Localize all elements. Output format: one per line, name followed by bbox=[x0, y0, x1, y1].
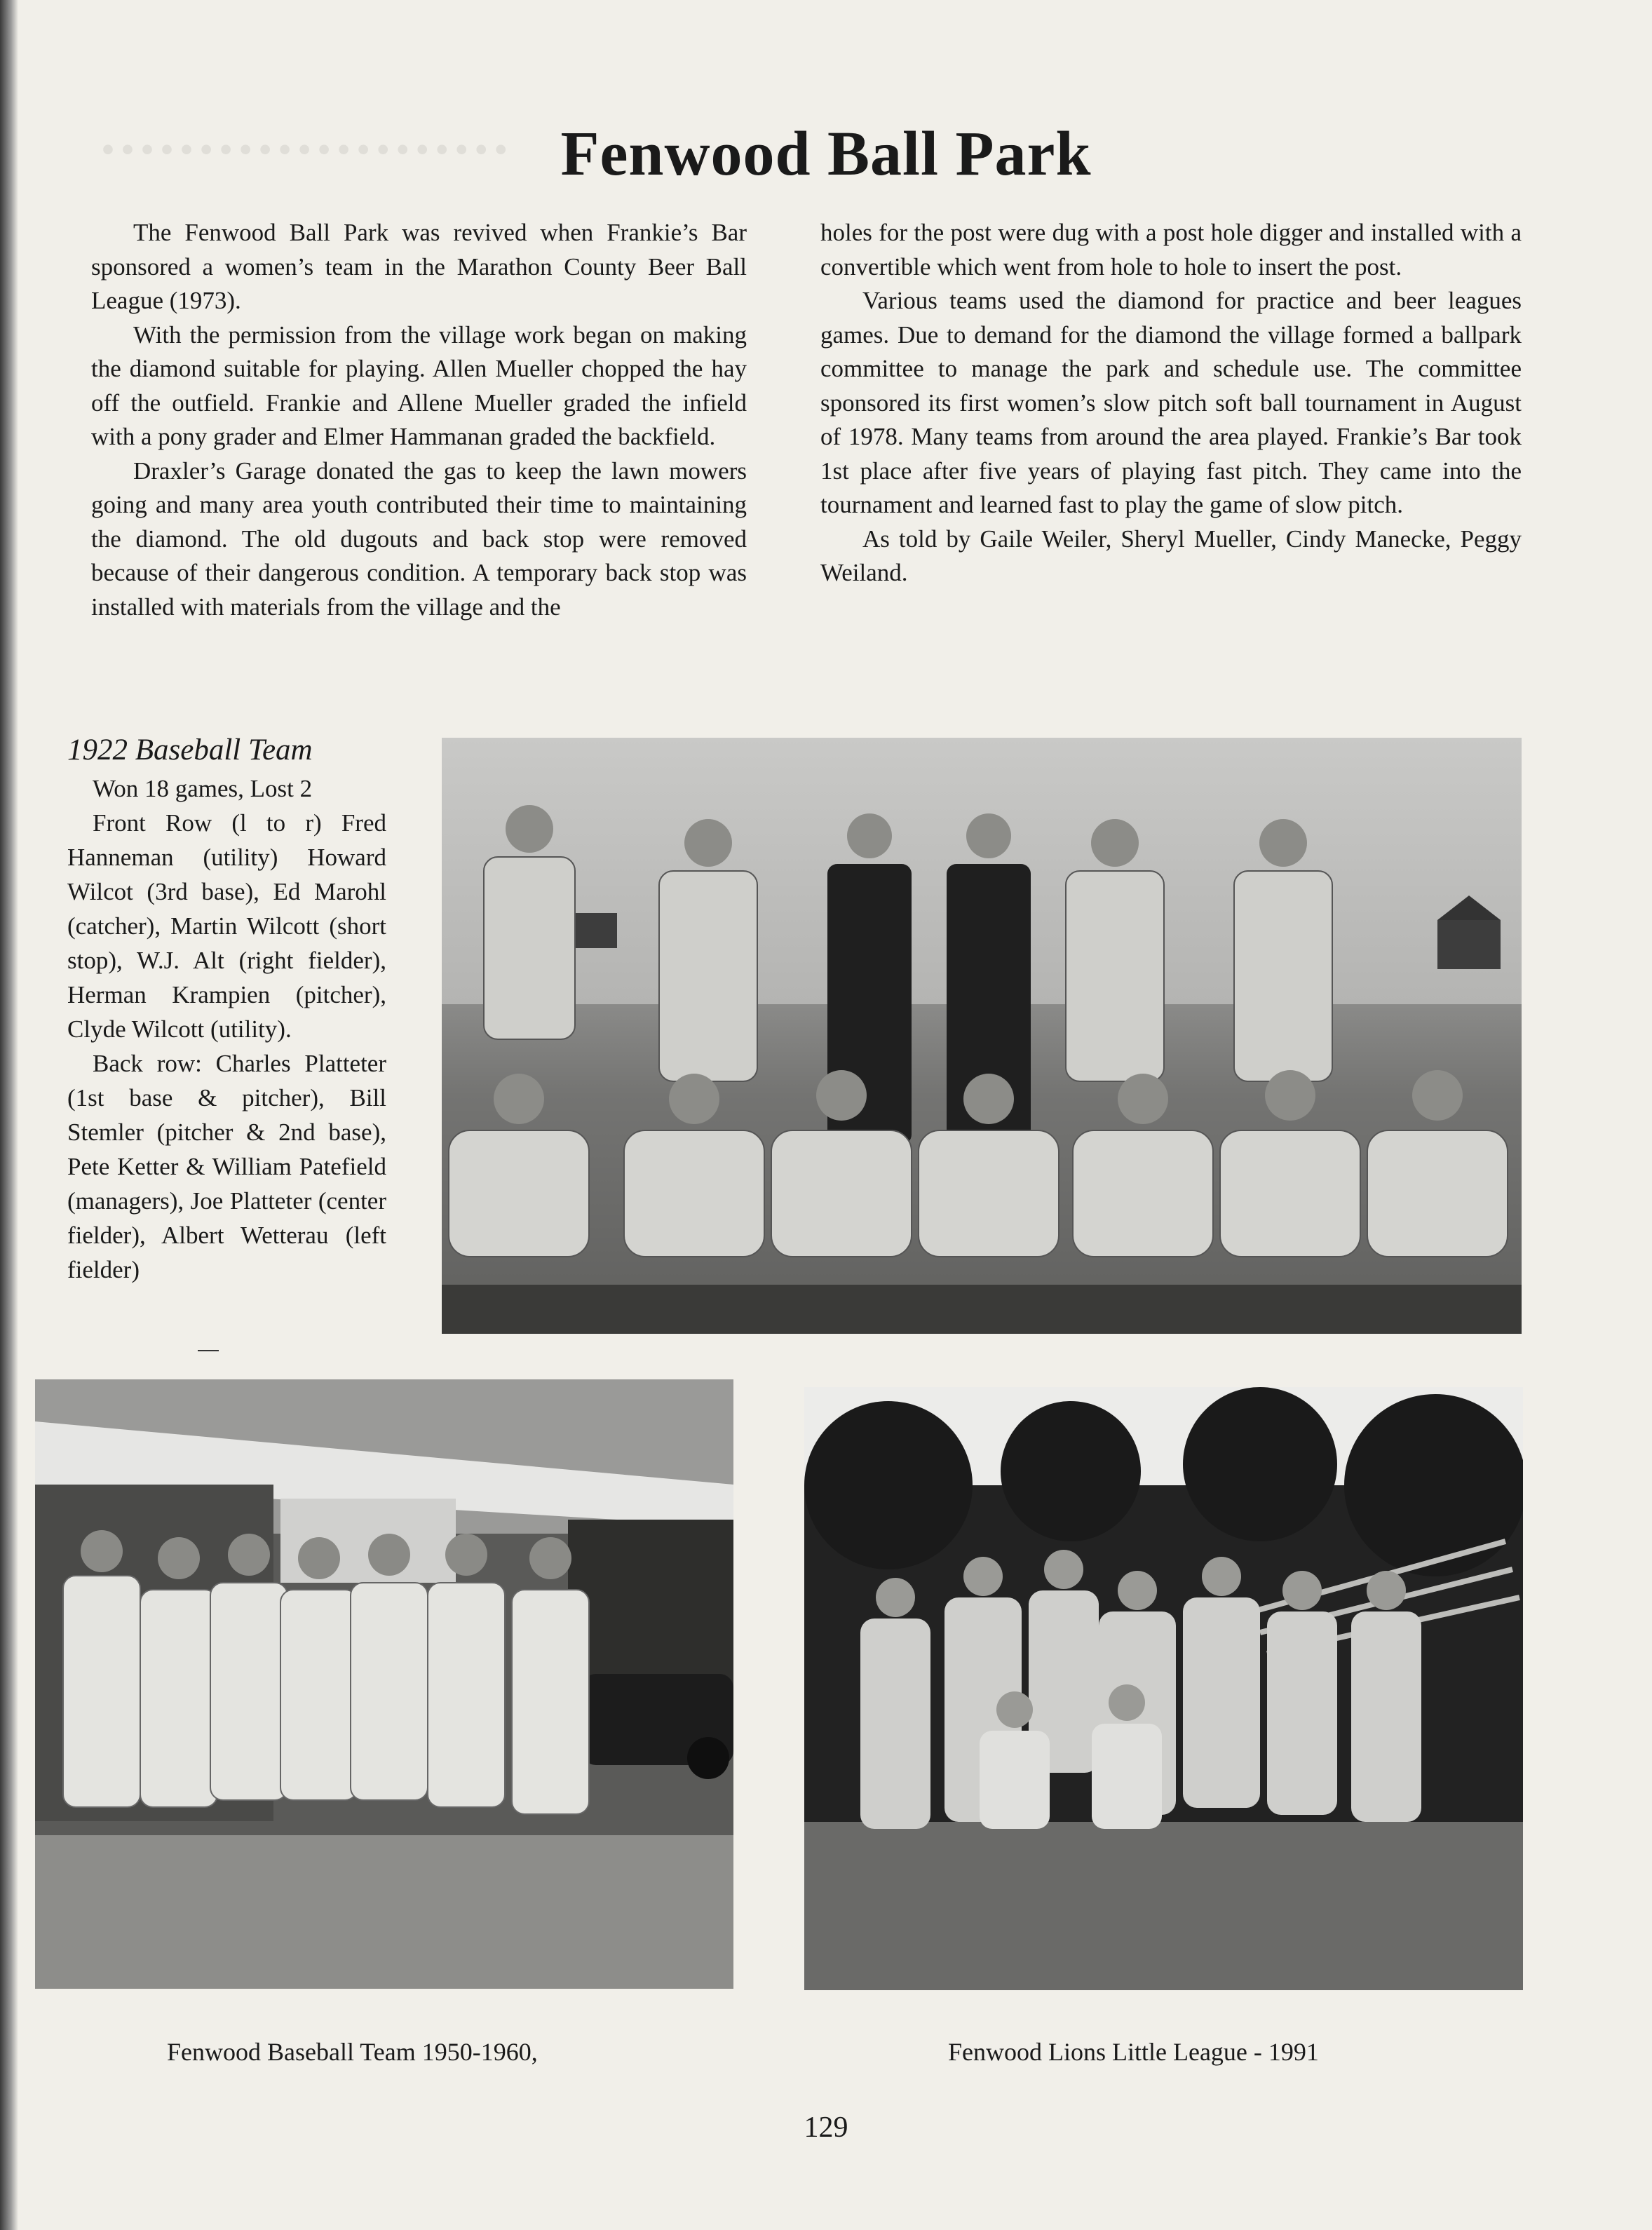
photo-1922-baseball-team bbox=[442, 738, 1522, 1334]
article-column-left bbox=[91, 216, 747, 624]
article-paragraph: As told by Gaile Weiler, Sheryl Mueller, Cindy Manecke, Peggy Weiland. bbox=[820, 525, 1522, 586]
sidebar-paragraph: Back row: Charles Platteter (1st base & pitcher), Bill Stemler (pitcher & 2nd base), Pete Ketter & William Patefield (managers), Joe Platteter (center fielder), Albert Wetterau (left fielder) bbox=[67, 1050, 386, 1283]
article-paragraph: The Fenwood Ball Park was revived when Frankie’s Bar sponsored a women’s team in the Marathon County Beer Ball League (1973). bbox=[91, 219, 747, 314]
photo-fenwood-team-1950-1960 bbox=[35, 1379, 733, 1989]
page-number: 129 bbox=[804, 2111, 848, 2144]
article-column-right bbox=[820, 216, 1522, 590]
show-through-text: ····················· bbox=[98, 117, 511, 182]
photo-lions-little-league-1991 bbox=[804, 1387, 1523, 1990]
binding-shadow bbox=[0, 0, 18, 2230]
caption-little-league-1991: Fenwood Lions Little League - 1991 bbox=[948, 2038, 1319, 2066]
separator-dash bbox=[198, 1350, 219, 1351]
sidebar-1922-team bbox=[67, 733, 386, 1287]
page-title: Fenwood Ball Park bbox=[560, 119, 1092, 189]
caption-team-1950-1960: Fenwood Baseball Team 1950-1960, bbox=[167, 2038, 538, 2066]
article-paragraph: Various teams used the diamond for practice and beer leagues games. Due to demand for the diamond the village formed a ballpark committee to manage the park and schedule use. The committee sponsored its first women’s slow pitch soft ball tournament in August of 1978. Many teams from around the area played. Frankie’s Bar took 1st place after five years of playing fast pitch. They came into the tournament and learned fast to play the game of slow pitch. bbox=[820, 287, 1522, 518]
article-paragraph: Draxler’s Garage donated the gas to keep the lawn mowers going and many area youth contributed their time to maintaining the diamond. The old dugouts and back stop were removed because of their dangerous condition. A temporary back stop was installed with materials from the village and the bbox=[91, 457, 747, 621]
article-paragraph: With the permission from the village work began on making the diamond suitable for playing. Allen Mueller chopped the hay off the outfield. Frankie and Allene Mueller graded the infield with a pony grader and Elmer Hammanan graded the backfield. bbox=[91, 320, 747, 450]
sidebar-paragraph: Front Row (l to r) Fred Hanneman (utility) Howard Wilcot (3rd base), Ed Marohl (catcher), Martin Wilcott (short stop), W.J. Alt (right fielder), Herman Krampien (pitcher), Clyde Wilcott (utility). bbox=[67, 809, 386, 1043]
sidebar-heading: 1922 Baseball Team bbox=[67, 734, 313, 766]
article-paragraph: holes for the post were dug with a post hole digger and installed with a convertible which went from hole to hole to insert the post. bbox=[820, 219, 1522, 281]
sidebar-paragraph: Won 18 games, Lost 2 bbox=[93, 775, 313, 802]
